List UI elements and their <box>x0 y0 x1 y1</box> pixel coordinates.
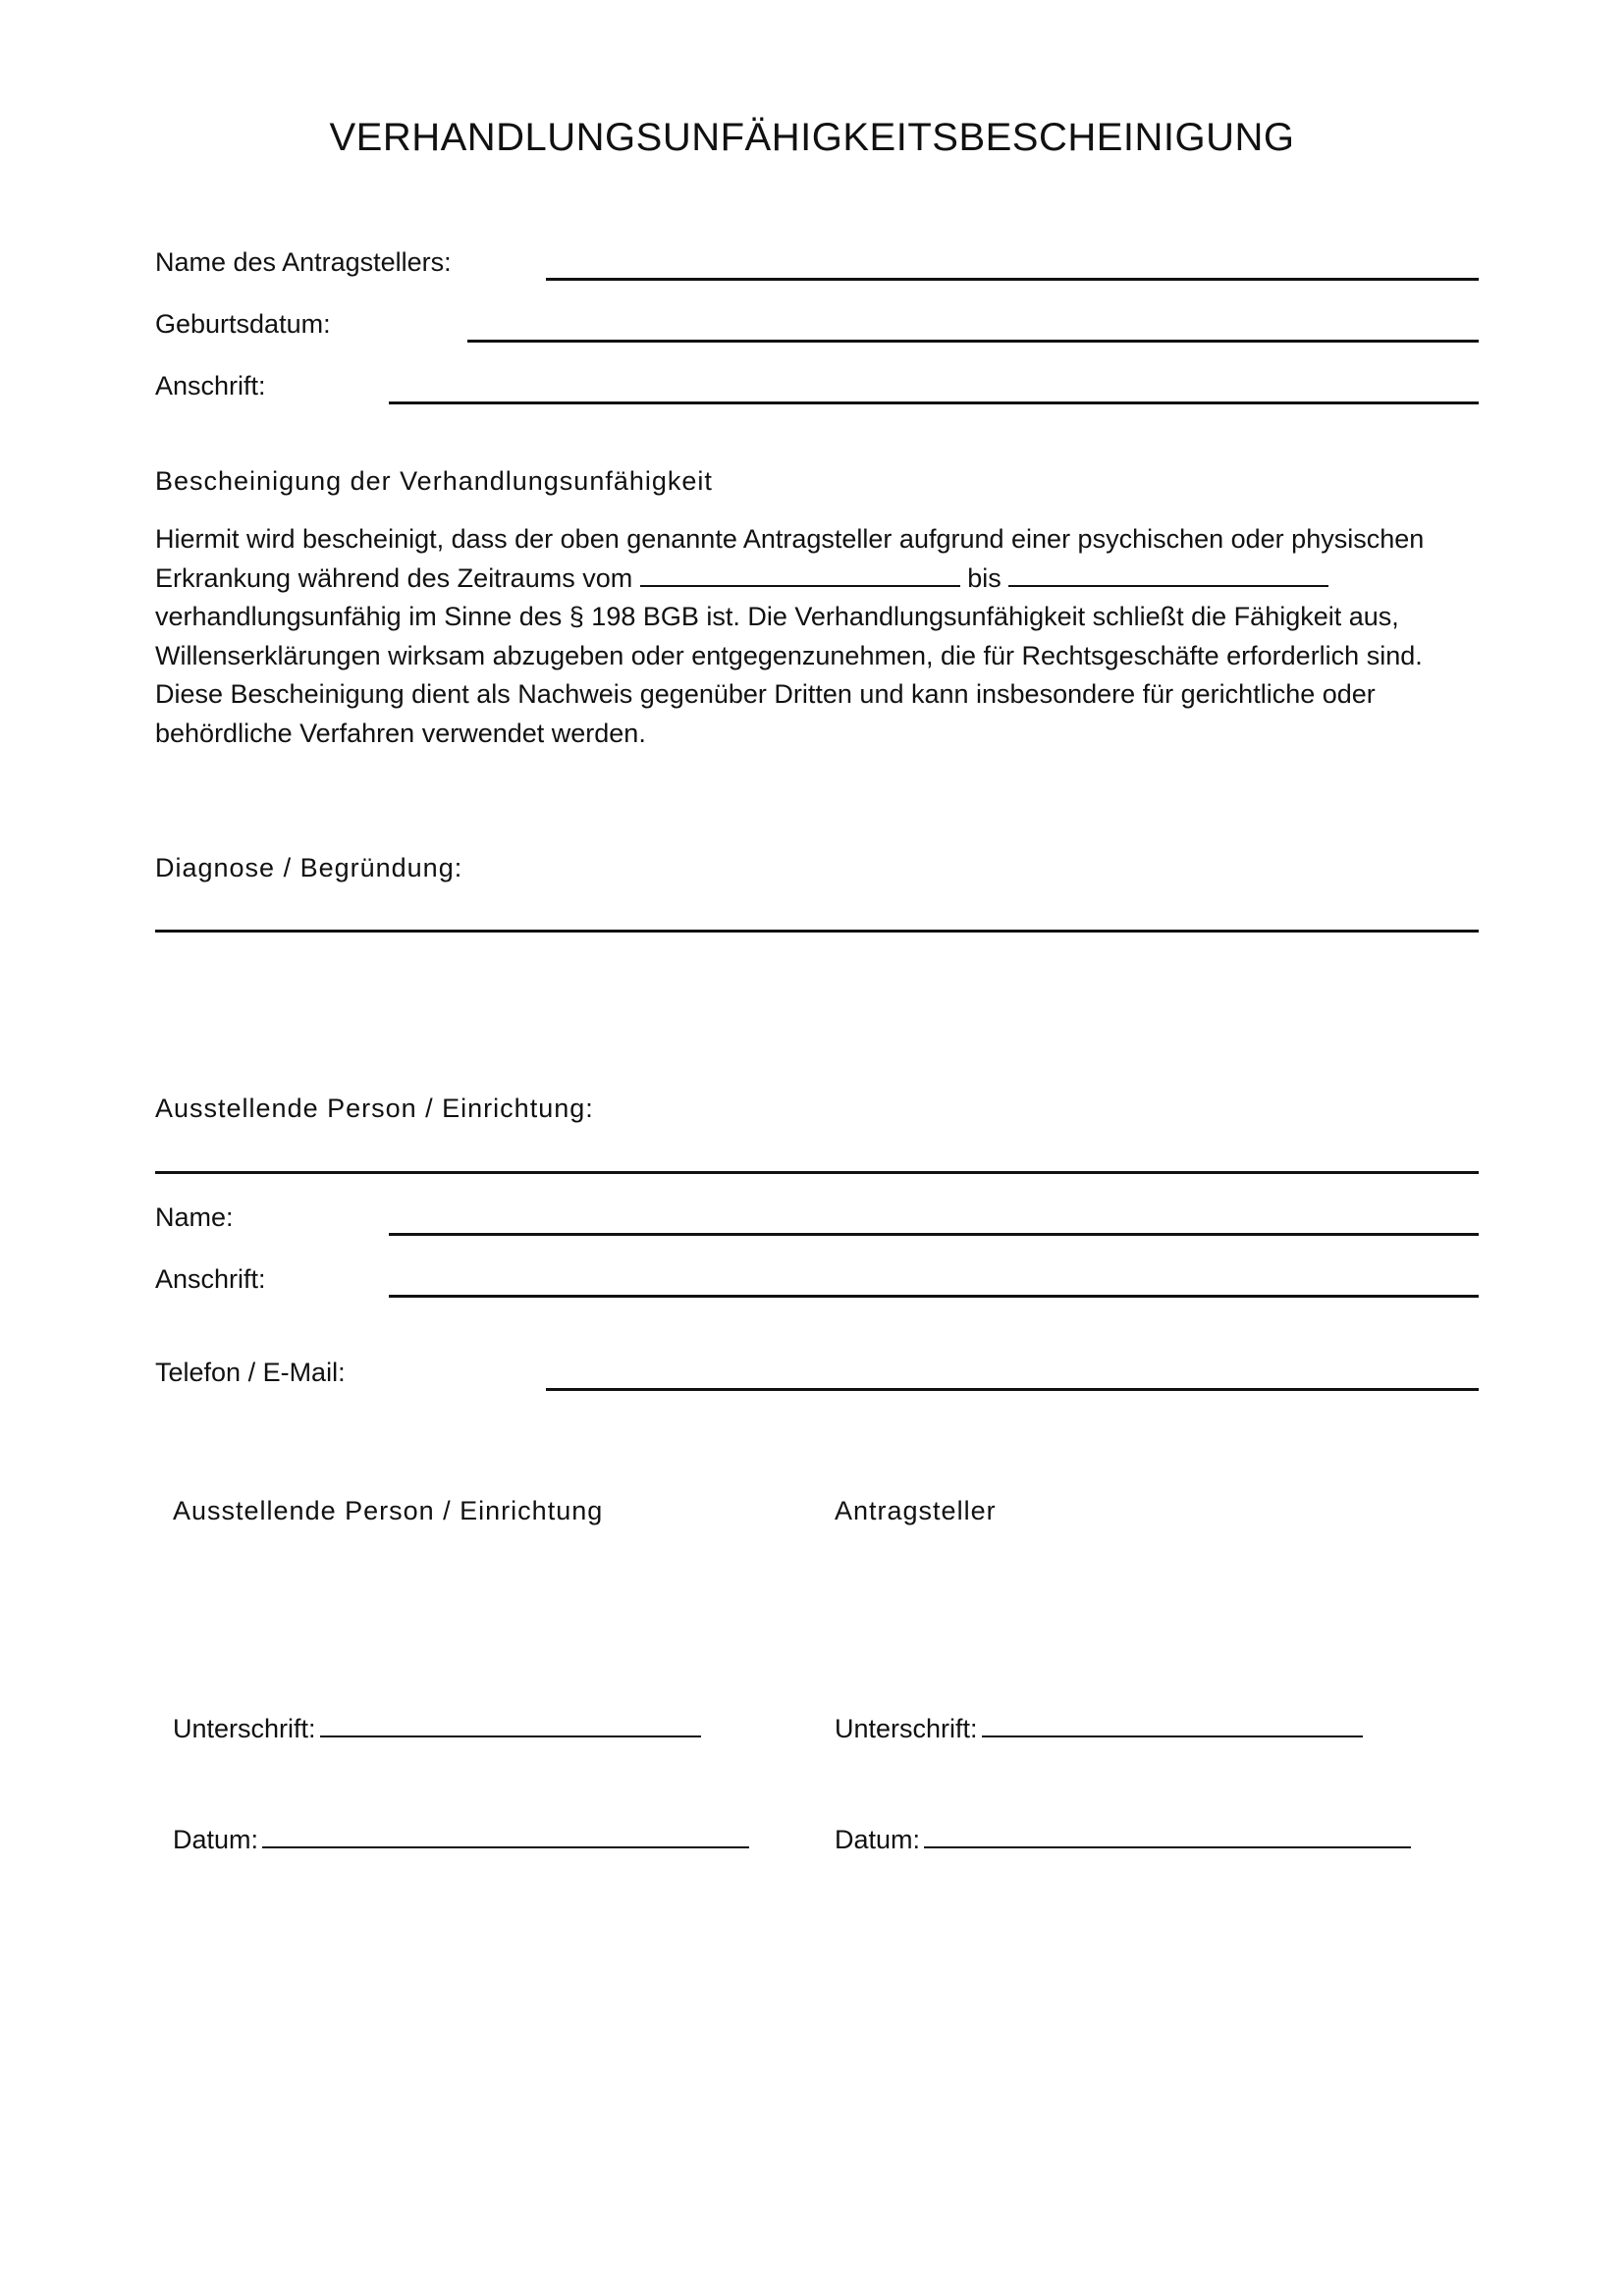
certificate-line: behördliche Verfahren verwendet werden. <box>155 718 646 748</box>
applicant-date-field[interactable] <box>924 1825 1411 1848</box>
signature-applicant-heading: Antragsteller <box>835 1496 997 1525</box>
applicant-address-field[interactable] <box>389 401 1479 404</box>
period-from-field[interactable] <box>640 563 960 587</box>
issuer-address-field[interactable] <box>389 1295 1479 1298</box>
issuer-heading: Ausstellende Person / Einrichtung: <box>155 1094 594 1123</box>
applicant-date-label: Datum: <box>835 1825 921 1854</box>
issuer-signature-row <box>173 1714 701 1744</box>
diagnosis-field[interactable] <box>155 930 1479 933</box>
applicant-name-label: Name des Antragstellers: <box>155 247 452 277</box>
issuer-address-label: Anschrift: <box>155 1264 266 1294</box>
applicant-birthdate-field[interactable] <box>467 340 1479 343</box>
applicant-signature-label: Unterschrift: <box>835 1714 978 1743</box>
applicant-name-field[interactable] <box>546 278 1479 281</box>
certificate-line <box>155 560 1490 599</box>
period-to-label: bis <box>967 562 1001 593</box>
applicant-signature-row <box>835 1714 1363 1744</box>
certificate-body <box>155 520 1490 753</box>
issuer-contact-label: Telefon / E-Mail: <box>155 1358 346 1387</box>
issuer-name-label: Name: <box>155 1202 234 1232</box>
issuer-signature-label: Unterschrift: <box>173 1714 316 1743</box>
issuer-date-row <box>173 1825 749 1855</box>
issuer-contact-field[interactable] <box>546 1388 1479 1391</box>
certificate-line: Willenserklärungen wirksam abzugeben oder entgegenzunehmen, die für Rechtsgeschäfte erforderlich sind. <box>155 640 1423 670</box>
applicant-date-row <box>835 1825 1411 1855</box>
certificate-line: verhandlungsunfähig im Sinne des § 198 BGB ist. Die Verhandlungsunfähigkeit schließt die Fähigkeit aus, <box>155 602 1399 631</box>
certificate-heading: Bescheinigung der Verhandlungsunfähigkeit <box>155 466 713 496</box>
certificate-line: Hiermit wird bescheinigt, dass der oben genannte Antragsteller aufgrund einer psychischen oder physischen <box>155 524 1425 554</box>
period-to-field[interactable] <box>1008 563 1328 587</box>
issuer-date-label: Datum: <box>173 1825 259 1854</box>
issuer-field[interactable] <box>155 1171 1479 1174</box>
issuer-name-field[interactable] <box>389 1233 1479 1236</box>
diagnosis-label: Diagnose / Begründung: <box>155 853 463 882</box>
certificate-line: Diese Bescheinigung dient als Nachweis gegenüber Dritten und kann insbesondere für gerichtliche oder <box>155 679 1376 709</box>
applicant-address-label: Anschrift: <box>155 371 266 400</box>
applicant-birthdate-label: Geburtsdatum: <box>155 309 331 339</box>
period-from-label: Erkrankung während des Zeitraums vom <box>155 562 633 593</box>
issuer-signature-field[interactable] <box>320 1714 701 1737</box>
applicant-signature-field[interactable] <box>982 1714 1363 1737</box>
signature-issuer-heading: Ausstellende Person / Einrichtung <box>173 1496 604 1525</box>
issuer-date-field[interactable] <box>262 1825 749 1848</box>
document-title: VERHANDLUNGSUNFÄHIGKEITSBESCHEINIGUNG <box>329 116 1295 159</box>
